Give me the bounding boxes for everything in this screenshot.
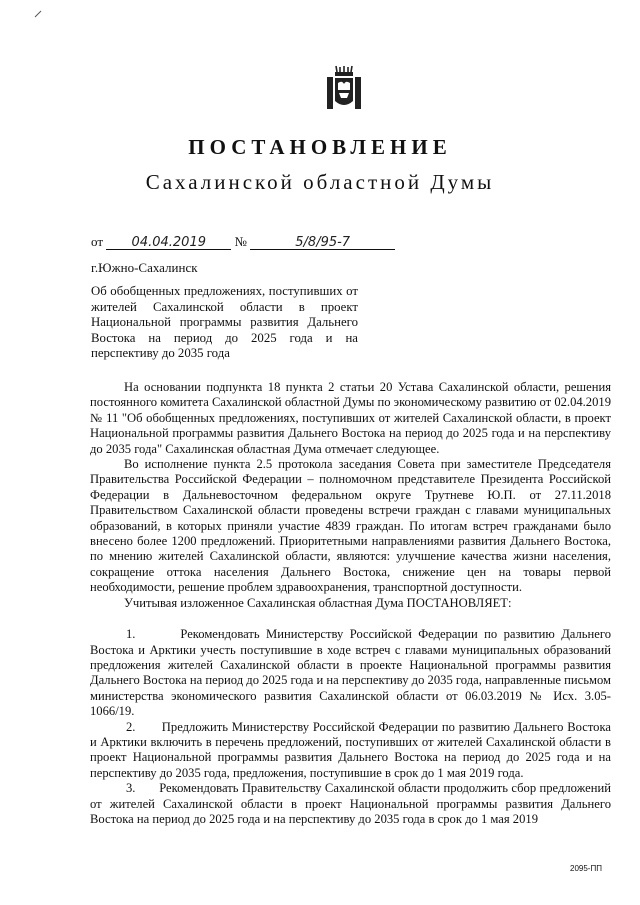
date-prefix: от [91, 234, 104, 249]
scan-mark [33, 9, 43, 19]
resolution-item-3: 3. Рекомендовать Правительству Сахалинской области продолжить сбор предложений от жителей Сахалинской области в проект Национальной программы развития Дальнего Востока на период до 2025 года и на перспективу до 2035 года в срок до 1 мая 2019 [90, 781, 611, 826]
city-label: г.Южно-Сахалинск [91, 260, 198, 275]
subject-heading: Об обобщенных предложениях, поступивших от жителей Сахалинской области в проект Национальной программы развития Дальнего Востока на период до 2025 года и на перспективу до 2035 года [91, 284, 358, 361]
resolution-item-2: 2. Предложить Министерству Российской Федерации по развитию Дальнего Востока и Арктики включить в перечень предложений, поступивших от жителей Сахалинской области в проект Национальной программы развития Дальнего Востока на период до 2025 года и на перспективу до 2035 года, предложения, поступившие в срок до 1 мая 2019 года. [90, 719, 611, 780]
number-prefix: № [234, 234, 247, 249]
footer-code: 2095-ПП [570, 864, 602, 873]
document-title: ПОСТАНОВЛЕНИЕ [188, 135, 452, 159]
resolution-item-1: 1. Рекомендовать Министерству Российской Федерации по развитию Дальнего Востока и Арктики учесть поступившие в ходе встреч с главами муниципальных образований предложения жителей Сахалинской области в проекте Национальной программы развития Дальнего Востока на период до 2025 года и на перспективу до 2035 года, направленные письмом министерства экономического развития Сахалинской области от 06.03.2019 № Исх. 3.05-1066/19. [90, 627, 611, 719]
document-subtitle: Сахалинской областной Думы [145, 170, 495, 194]
coat-of-arms-emblem [326, 65, 362, 111]
resolution-intro: Учитывая изложенное Сахалинская областная Дума ПОСТАНОВЛЯЕТ: [124, 595, 512, 610]
body-paragraph: На основании подпункта 18 пункта 2 статьи 20 Устава Сахалинской области, решения постоянного комитета Сахалинской областной Думы по экономическому развитию от 02.04.2019 № 11 "Об обобщенных предложениях, поступивших от жителей Сахалинской области, в проект Национальной программы развития Дальнего Востока на период до 2025 года и на перспективу до 2035 года" Сахалинская областная Дума отмечает следующее. [90, 380, 611, 456]
handwritten-number: 5/8/95-7 [250, 236, 395, 250]
document-body [90, 380, 611, 827]
body-paragraph: Во исполнение пункта 2.5 протокола заседания Совета при заместителе Председателя Правительства Российской Федерации – полномочном представителе Президента Российской Федерации в Дальневосточном федеральном округе Трутневе Ю.П. от 27.11.2018 Правительством Сахалинской области проведены встречи граждан с главами муниципальных образований, в которых приняли участие 4839 граждан. По итогам встреч гражданами было внесено более 1200 предложений. Приоритетными направлениями развития Дальнего Востока, по мнению жителей Сахалинской области, являются: улучшение качества жизни населения, сокращение оттока населения Дальнего Востока, снижение цен на товары первой необходимости, решение проблем здравоохранения, транспортной доступности. [90, 457, 611, 595]
date-number-row [91, 234, 395, 250]
handwritten-date: 04.04.2019 [106, 236, 231, 250]
